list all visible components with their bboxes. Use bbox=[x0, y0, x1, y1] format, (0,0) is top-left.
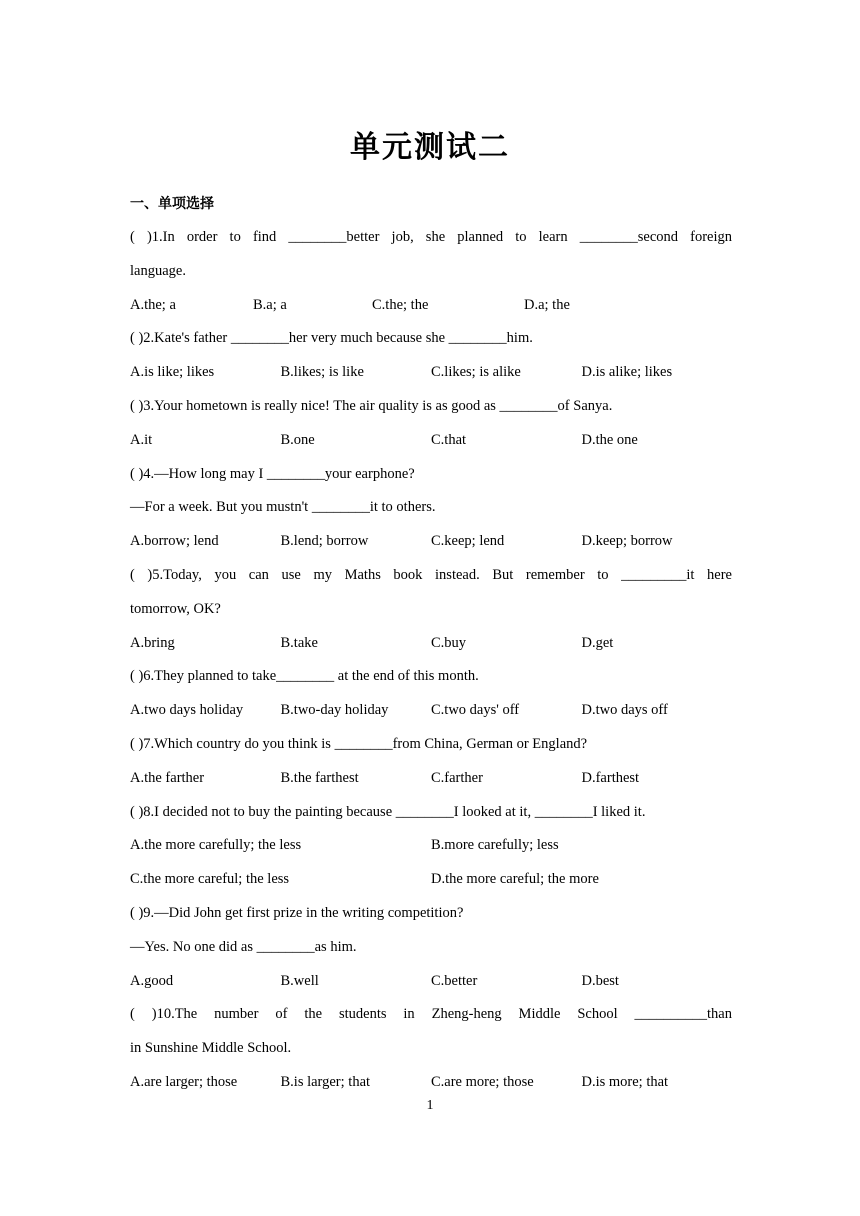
options-row bbox=[130, 863, 732, 897]
option-b[interactable]: B.is larger; that bbox=[280, 1073, 371, 1090]
question-stem: ( )1.In order to find ________better job, she planned to learn ________second foreign bbox=[130, 229, 732, 245]
question-1 bbox=[130, 221, 732, 322]
question-10 bbox=[130, 998, 732, 1099]
option-a[interactable]: A.is like; likes bbox=[130, 364, 215, 381]
question-9 bbox=[130, 897, 732, 998]
option-c[interactable]: C.likes; is alike bbox=[431, 364, 521, 381]
options-row bbox=[130, 627, 732, 661]
question-stem-continued: in Sunshine Middle School. bbox=[130, 1040, 292, 1057]
option-c[interactable]: C.buy bbox=[431, 634, 467, 651]
question-stem-continued: —For a week. But you mustn't ________it to others. bbox=[130, 499, 436, 516]
option-a[interactable]: A.the; a bbox=[130, 296, 176, 313]
option-a[interactable]: A.good bbox=[130, 972, 174, 989]
question-stem: ( )9.—Did John get first prize in the writing competition? bbox=[130, 904, 464, 921]
option-d[interactable]: D.the one bbox=[581, 431, 638, 448]
option-c[interactable]: C.the more careful; the less bbox=[130, 871, 290, 888]
option-c[interactable]: C.farther bbox=[431, 769, 483, 786]
question-stem: ( )10.The number of the students in Zheng-heng Middle School __________than bbox=[130, 1006, 732, 1023]
option-a[interactable]: A.it bbox=[130, 431, 153, 448]
question-stem-continued: tomorrow, OK? bbox=[130, 600, 221, 617]
question-stem-continued: —Yes. No one did as ________as him. bbox=[130, 938, 357, 955]
question-stem-continued: language. bbox=[130, 262, 186, 279]
option-a[interactable]: A.bring bbox=[130, 634, 175, 651]
option-c[interactable]: C.that bbox=[431, 431, 467, 448]
option-c[interactable]: C.the; the bbox=[372, 296, 429, 313]
options-row bbox=[130, 694, 732, 728]
option-a[interactable]: A.the more carefully; the less bbox=[130, 837, 302, 854]
options-row bbox=[130, 965, 732, 999]
question-6 bbox=[130, 660, 732, 728]
question-3 bbox=[130, 390, 732, 458]
question-list bbox=[130, 221, 732, 1100]
option-a[interactable]: A.borrow; lend bbox=[130, 533, 219, 550]
section-heading: 一、单项选择 bbox=[130, 196, 214, 212]
question-4 bbox=[130, 458, 732, 559]
question-stem: ( )8.I decided not to buy the painting because ________I looked at it, ________I liked it. bbox=[130, 803, 646, 820]
option-d[interactable]: D.a; the bbox=[524, 296, 570, 313]
option-d[interactable]: D.is more; that bbox=[581, 1073, 669, 1090]
option-b[interactable]: B.likes; is like bbox=[280, 364, 364, 381]
option-b[interactable]: B.more carefully; less bbox=[431, 837, 559, 854]
option-a[interactable]: A.two days holiday bbox=[130, 702, 244, 719]
option-d[interactable]: D.best bbox=[581, 972, 619, 989]
option-b[interactable]: B.lend; borrow bbox=[280, 533, 369, 550]
option-d[interactable]: D.the more careful; the more bbox=[431, 871, 599, 888]
option-b[interactable]: B.well bbox=[280, 972, 319, 989]
option-c[interactable]: C.are more; those bbox=[431, 1073, 534, 1090]
option-d[interactable]: D.two days off bbox=[581, 702, 668, 719]
options-row bbox=[130, 1066, 732, 1100]
option-b[interactable]: B.two-day holiday bbox=[280, 702, 389, 719]
question-8 bbox=[130, 796, 732, 897]
question-2 bbox=[130, 322, 732, 390]
option-c[interactable]: C.keep; lend bbox=[431, 533, 505, 550]
question-stem: ( )3.Your hometown is really nice! The air quality is as good as ________of Sanya. bbox=[130, 397, 613, 414]
question-7 bbox=[130, 728, 732, 796]
question-stem: ( )5.Today, you can use my Maths book instead. But remember to _________it here bbox=[130, 566, 732, 583]
question-stem: ( )7.Which country do you think is ________from China, German or England? bbox=[130, 735, 588, 752]
option-b[interactable]: B.one bbox=[280, 431, 315, 448]
options-row bbox=[130, 762, 732, 796]
option-d[interactable]: D.farthest bbox=[581, 769, 640, 786]
options-row bbox=[130, 525, 732, 559]
option-b[interactable]: B.the farthest bbox=[280, 769, 359, 786]
question-stem: ( )4.—How long may I ________your earphone? bbox=[130, 465, 415, 482]
option-d[interactable]: D.keep; borrow bbox=[581, 533, 673, 550]
question-stem: ( )2.Kate's father ________her very much because she ________him. bbox=[130, 330, 533, 347]
option-c[interactable]: C.better bbox=[431, 972, 478, 989]
options-row bbox=[130, 356, 732, 390]
options-row bbox=[130, 424, 732, 458]
question-5 bbox=[130, 559, 732, 660]
option-b[interactable]: B.a; a bbox=[253, 296, 287, 313]
option-d[interactable]: D.get bbox=[581, 634, 614, 651]
option-a[interactable]: A.the farther bbox=[130, 769, 205, 786]
page-number: 1 bbox=[426, 1098, 434, 1113]
option-a[interactable]: A.are larger; those bbox=[130, 1073, 238, 1090]
page-title: 单元测试二 bbox=[350, 130, 510, 165]
option-c[interactable]: C.two days' off bbox=[431, 702, 520, 719]
options-row bbox=[130, 289, 732, 323]
option-b[interactable]: B.take bbox=[280, 634, 318, 651]
question-stem: ( )6.They planned to take________ at the end of this month. bbox=[130, 668, 479, 685]
options-row bbox=[130, 829, 732, 863]
option-d[interactable]: D.is alike; likes bbox=[581, 364, 673, 381]
